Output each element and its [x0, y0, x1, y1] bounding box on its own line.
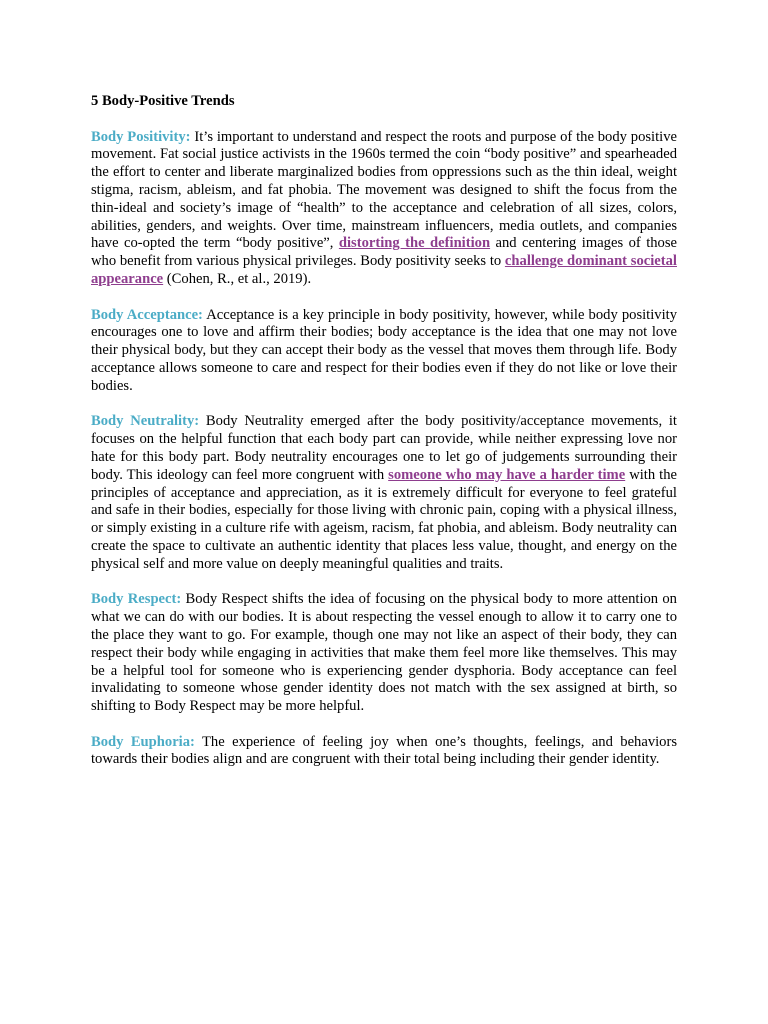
paragraph-body-respect — [91, 591, 677, 716]
document-title: 5 Body-Positive Trends — [91, 93, 235, 109]
term-body-acceptance: Body Acceptance: — [91, 306, 203, 323]
paragraph-text: The experience of feeling joy when one’s thoughts, feelings, and behaviors towards their bodies align and are congruent with their total being including their gender identity. — [91, 733, 678, 768]
paragraph-body-acceptance — [91, 307, 677, 396]
paragraph-text: (Cohen, R., et al., 2019). — [163, 270, 312, 287]
term-body-positivity: Body Positivity: — [91, 128, 191, 145]
link-challenge-dominant-societal-appearance[interactable]: challenge dominant societal appearance — [91, 253, 677, 287]
paragraph-text: Body Neutrality emerged after the body positivity/acceptance movements, it focuses on the helpful function that each body part can provide, while neither expressing love nor hate for this body part. Body neutrality encourages one to let go of judgements surrounding their body. This ideology can feel more congruent with — [91, 413, 677, 483]
term-body-respect: Body Respect: — [91, 591, 182, 608]
paragraph-body-euphoria — [91, 734, 677, 770]
link-someone-who-may-have-a-harder-time[interactable]: someone who may have a harder time — [388, 466, 626, 483]
term-body-euphoria: Body Euphoria: — [91, 733, 195, 750]
document-page — [91, 93, 677, 787]
term-body-neutrality: Body Neutrality: — [91, 413, 200, 430]
paragraph-text: Body Respect shifts the idea of focusing on the physical body to more attention on what we can do with our bodies. It is about respecting the vessel enough to allow it to carry one to the place they want to go. For example, though one may not like an aspect of their body, they can respect their body while engaging in activities that make them feel more like themselves. This may be a helpful tool for someone who is experiencing gender dysphoria. Body acceptance can feel invalidating to someone whose gender identity does not match with the sex assigned at birth, so shifting to Body Respect may be more helpful. — [91, 591, 677, 715]
paragraph-body-positivity — [91, 129, 677, 289]
paragraph-text: with the principles of acceptance and appreciation, as it is extremely difficult for everyone to feel grateful and safe in their bodies, especially for those living with chronic pain, coping with a physical illness, or simply existing in a culture rife with ageism, racism, fat phobia, and ableism. Body neutrality can create the space to cultivate an authentic identity that places less value, thought, and energy on the physical self and more value on deeply meaningful qualities and traits. — [91, 466, 678, 572]
paragraph-text: It’s important to understand and respect the roots and purpose of the body positive movement. Fat social justice activists in the 1960s termed the coin “body positive” and spearheaded the effort to center and liberate marginalized bodies from oppressions such as the thin ideal, weight stigma, racism, ableism, and fat phobia. The movement was designed to shift the focus from the thin-ideal and society’s image of “health” to the acceptance and celebration of all sizes, colors, abilities, genders, and weights. Over time, mainstream influencers, media outlets, and companies have co-opted the term “body positive”, — [91, 128, 677, 252]
link-distorting-the-definition[interactable]: distorting the definition — [338, 235, 491, 252]
paragraph-text: Acceptance is a key principle in body positivity, however, while body positivity encourages one to love and affirm their bodies; body acceptance is the idea that one may not love their physical body, but they can accept their body as the vessel that moves them through life. Body acceptance allows someone to care and respect for their bodies even if they do not like or love their bodies. — [91, 306, 677, 394]
paragraph-body-neutrality — [91, 413, 677, 573]
paragraph-text: and centering images of those who benefit from various physical privileges. Body positivity seeks to — [91, 235, 677, 270]
